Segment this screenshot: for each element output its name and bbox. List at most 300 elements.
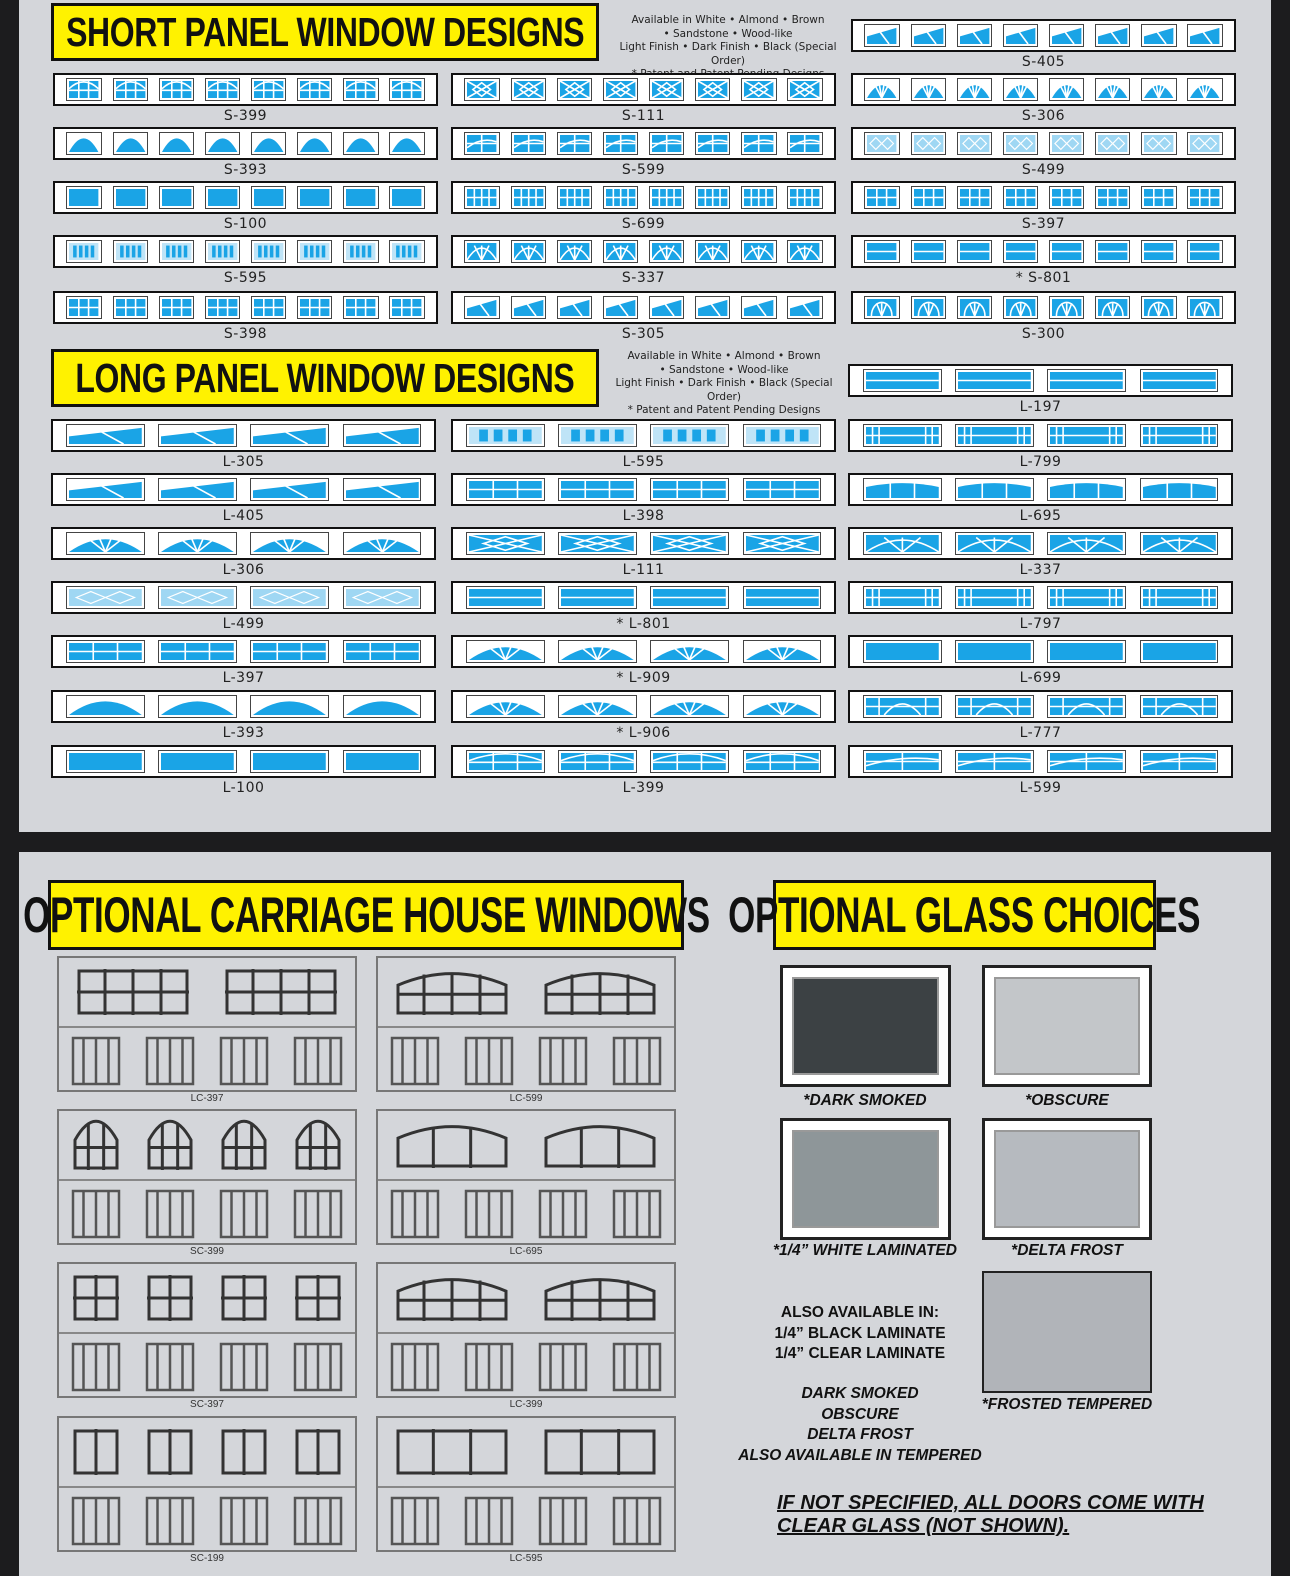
- window-pane: [955, 586, 1034, 609]
- carriage-panel-icon: [390, 1036, 440, 1086]
- top-window-row: [59, 1117, 355, 1173]
- pane-glass-icon: [300, 135, 329, 152]
- window-pane: [1049, 186, 1084, 209]
- window-pane: [1187, 132, 1222, 155]
- pane-glass-icon: [69, 189, 98, 206]
- pane-glass-icon: [161, 698, 234, 715]
- panel-divider: [378, 1332, 674, 1334]
- window-pane: [1141, 24, 1176, 47]
- pane-glass-icon: [208, 299, 237, 316]
- window-pane: [743, 640, 822, 663]
- pane-glass-icon: [162, 243, 191, 260]
- pane-glass-icon: [254, 135, 283, 152]
- window-pane: [113, 186, 148, 209]
- pane-glass-icon: [346, 189, 375, 206]
- pane-glass-icon: [1050, 481, 1123, 498]
- pane-glass-icon: [652, 81, 681, 98]
- design-code-label: L-777: [1019, 725, 1062, 741]
- pane-glass-icon: [866, 427, 939, 444]
- window-pane: [863, 532, 942, 555]
- carriage-panel-icon: [71, 1496, 121, 1546]
- pane-glass-icon: [116, 243, 145, 260]
- pane-glass-icon: [69, 535, 142, 552]
- glass-title: OPTIONAL GLASS CHOICES: [728, 887, 1201, 943]
- carriage-panel-icon: [219, 1189, 269, 1239]
- pane-glass-icon: [69, 589, 142, 606]
- window-pane: [1140, 750, 1219, 773]
- pane-glass-icon: [914, 81, 943, 98]
- design-code-label: S-100: [223, 216, 268, 232]
- pane-glass-icon: [514, 135, 543, 152]
- window-pane: [205, 186, 240, 209]
- pane-glass-icon: [514, 189, 543, 206]
- window-pane: [911, 240, 946, 263]
- window-pane: [1095, 186, 1130, 209]
- pane-glass-icon: [866, 372, 939, 389]
- pane-glass-icon: [1098, 27, 1127, 44]
- window-pane: [1095, 132, 1130, 155]
- pane-glass-icon: [469, 427, 542, 444]
- window-pane: [955, 369, 1034, 392]
- pane-glass-icon: [653, 427, 726, 444]
- window-pane: [1140, 424, 1219, 447]
- pane-glass-icon: [514, 81, 543, 98]
- window-pane: [466, 532, 545, 555]
- design-code-label: L-695: [1019, 508, 1062, 524]
- carriage-code-label: SC-397: [190, 1399, 224, 1410]
- window-pane: [389, 186, 424, 209]
- design-code-label: L-305: [222, 454, 265, 470]
- pane-glass-icon: [161, 753, 234, 770]
- window-pane: [650, 532, 729, 555]
- window-pane: [251, 132, 286, 155]
- window-pane: [1047, 586, 1126, 609]
- pane-glass-icon: [346, 427, 419, 444]
- carriage-window-icon: [147, 1275, 193, 1321]
- carriage-code-label: LC-397: [190, 1093, 224, 1104]
- window-pane: [205, 132, 240, 155]
- pane-glass-icon: [469, 535, 542, 552]
- window-pane: [343, 640, 422, 663]
- pane-glass-icon: [698, 243, 727, 260]
- window-pane: [511, 240, 546, 263]
- carriage-panel-icon: [612, 1189, 662, 1239]
- pane-glass-icon: [162, 135, 191, 152]
- window-pane: [650, 640, 729, 663]
- window-pane: [66, 186, 101, 209]
- window-pane: [557, 132, 592, 155]
- window-strip: [51, 473, 436, 506]
- window-pane: [1003, 24, 1038, 47]
- pane-glass-icon: [69, 698, 142, 715]
- carriage-panel-icon: [145, 1496, 195, 1546]
- window-strip: [851, 19, 1236, 52]
- pane-glass-icon: [560, 299, 589, 316]
- pane-glass-icon: [653, 753, 726, 770]
- window-pane: [159, 186, 194, 209]
- window-pane: [603, 240, 638, 263]
- carriage-code-label: LC-399: [509, 1399, 543, 1410]
- window-pane: [743, 586, 822, 609]
- pane-glass-icon: [161, 535, 234, 552]
- window-strip: [451, 745, 836, 778]
- window-pane: [1047, 750, 1126, 773]
- window-pane: [389, 132, 424, 155]
- design-code-label: S-699: [621, 216, 666, 232]
- pane-glass-icon: [1052, 27, 1081, 44]
- pane-glass-icon: [653, 481, 726, 498]
- footnote-line: IF NOT SPECIFIED, ALL DOORS COME WITH: [777, 1492, 1204, 1514]
- window-strip: [51, 690, 436, 723]
- window-strip: [851, 73, 1236, 106]
- window-pane: [251, 296, 286, 319]
- pane-glass-icon: [1190, 189, 1219, 206]
- pane-glass-icon: [467, 243, 496, 260]
- pane-glass-icon: [1052, 299, 1081, 316]
- pane-glass-icon: [1143, 372, 1216, 389]
- window-pane: [1140, 586, 1219, 609]
- pane-glass-icon: [254, 299, 283, 316]
- design-code-label: L-393: [222, 725, 265, 741]
- availability-line: • Sandstone • Wood-like: [659, 363, 789, 376]
- design-code-label: L-399: [622, 780, 665, 796]
- window-pane: [159, 296, 194, 319]
- carriage-panel-icon: [390, 1189, 440, 1239]
- pane-glass-icon: [744, 81, 773, 98]
- pane-glass-icon: [1006, 299, 1035, 316]
- window-pane: [695, 296, 730, 319]
- pane-glass-icon: [606, 243, 635, 260]
- window-pane: [511, 132, 546, 155]
- window-pane: [158, 532, 237, 555]
- pane-glass-icon: [1144, 81, 1173, 98]
- pane-glass-icon: [346, 753, 419, 770]
- carriage-window-icon: [544, 969, 656, 1015]
- panel-divider: [59, 1332, 355, 1334]
- window-pane: [464, 132, 499, 155]
- pane-glass-icon: [560, 243, 589, 260]
- pane-glass-icon: [746, 753, 819, 770]
- lower-panel-row: [378, 1187, 674, 1241]
- carriage-panel-icon: [145, 1342, 195, 1392]
- pane-glass-icon: [914, 27, 943, 44]
- top-window-row: [59, 1424, 355, 1480]
- design-code-label: L-306: [222, 562, 265, 578]
- carriage-window-icon: [73, 1120, 119, 1170]
- pane-glass-icon: [467, 299, 496, 316]
- availability-line: Light Finish • Dark Finish • Black (Special Order): [615, 377, 833, 403]
- window-pane: [1095, 78, 1130, 101]
- pane-glass-icon: [392, 81, 421, 98]
- carriage-panel-icon: [464, 1189, 514, 1239]
- pane-glass-icon: [69, 427, 142, 444]
- pane-glass-icon: [300, 81, 329, 98]
- pane-glass-icon: [561, 698, 634, 715]
- design-code-label: L-337: [1019, 562, 1062, 578]
- window-strip: [848, 364, 1233, 397]
- carriage-window-icon: [147, 1429, 193, 1475]
- window-pane: [863, 695, 942, 718]
- window-pane: [695, 186, 730, 209]
- design-code-label: S-399: [223, 108, 268, 124]
- window-strip: [53, 181, 438, 214]
- window-pane: [864, 24, 899, 47]
- lower-panel-row: [378, 1340, 674, 1394]
- pane-glass-icon: [561, 643, 634, 660]
- pane-glass-icon: [560, 81, 589, 98]
- window-pane: [466, 424, 545, 447]
- glass-label: *1/4” WHITE LAMINATED: [773, 1242, 957, 1259]
- window-pane: [557, 78, 592, 101]
- window-pane: [741, 132, 776, 155]
- pane-glass-icon: [392, 299, 421, 316]
- pane-glass-icon: [1050, 753, 1123, 770]
- pane-glass-icon: [1050, 643, 1123, 660]
- pane-glass-icon: [653, 589, 726, 606]
- design-code-label: S-599: [621, 162, 666, 178]
- carriage-panel-icon: [293, 1036, 343, 1086]
- pane-glass-icon: [161, 643, 234, 660]
- window-pane: [911, 78, 946, 101]
- note-line: ALSO AVAILABLE IN TEMPERED: [738, 1446, 982, 1464]
- pane-glass-icon: [790, 81, 819, 98]
- glass-sample-obscure: [982, 965, 1152, 1087]
- pane-glass-icon: [1190, 27, 1219, 44]
- window-strip: [848, 690, 1233, 723]
- pane-glass-icon: [960, 299, 989, 316]
- window-strip: [848, 745, 1233, 778]
- window-pane: [297, 186, 332, 209]
- lower-panel-row: [59, 1034, 355, 1088]
- window-pane: [1187, 24, 1222, 47]
- window-pane: [250, 478, 329, 501]
- pane-glass-icon: [116, 189, 145, 206]
- pane-glass-icon: [469, 589, 542, 606]
- window-pane: [603, 186, 638, 209]
- pane-glass-icon: [346, 135, 375, 152]
- pane-glass-icon: [69, 753, 142, 770]
- window-pane: [113, 78, 148, 101]
- carriage-panel-icon: [71, 1342, 121, 1392]
- pane-glass-icon: [254, 81, 283, 98]
- carriage-panel-icon: [145, 1036, 195, 1086]
- pane-glass-icon: [469, 698, 542, 715]
- carriage-window-icon: [396, 1429, 508, 1475]
- window-pane: [957, 240, 992, 263]
- window-pane: [343, 478, 422, 501]
- window-strip: [851, 235, 1236, 268]
- window-strip: [51, 581, 436, 614]
- window-pane: [863, 478, 942, 501]
- clear-glass-footnote: [777, 1492, 1204, 1538]
- pane-glass-icon: [208, 189, 237, 206]
- carriage-door-section: [57, 1262, 357, 1398]
- window-pane: [464, 296, 499, 319]
- window-strip: [53, 73, 438, 106]
- window-pane: [650, 478, 729, 501]
- pane-glass-icon: [253, 589, 326, 606]
- pane-glass-icon: [1098, 189, 1127, 206]
- window-pane: [1095, 296, 1130, 319]
- window-pane: [343, 695, 422, 718]
- pane-glass-icon: [253, 481, 326, 498]
- window-strip: [848, 635, 1233, 668]
- carriage-panel-icon: [538, 1342, 588, 1392]
- pane-glass-icon: [116, 81, 145, 98]
- window-pane: [603, 78, 638, 101]
- pane-glass-icon: [208, 243, 237, 260]
- lower-panel-row: [378, 1034, 674, 1088]
- design-code-label: S-398: [223, 326, 268, 342]
- pane-glass-icon: [1143, 753, 1216, 770]
- window-pane: [1049, 296, 1084, 319]
- pane-glass-icon: [161, 481, 234, 498]
- carriage-door-section: [57, 956, 357, 1092]
- pane-glass-icon: [1050, 427, 1123, 444]
- carriage-window-icon: [221, 1429, 267, 1475]
- pane-glass-icon: [254, 243, 283, 260]
- window-pane: [1141, 240, 1176, 263]
- window-strip: [851, 181, 1236, 214]
- design-code-label: L-397: [222, 670, 265, 686]
- pane-glass-icon: [652, 135, 681, 152]
- pane-glass-icon: [653, 535, 726, 552]
- pane-glass-icon: [162, 189, 191, 206]
- window-pane: [343, 750, 422, 773]
- panel-divider: [59, 1026, 355, 1028]
- pane-glass-icon: [958, 535, 1031, 552]
- design-code-label: * L-801: [616, 616, 671, 632]
- pane-glass-icon: [392, 135, 421, 152]
- carriage-window-icon: [147, 1120, 193, 1170]
- pane-glass-icon: [1098, 81, 1127, 98]
- design-code-label: * S-801: [1015, 270, 1072, 286]
- window-pane: [864, 78, 899, 101]
- window-pane: [158, 640, 237, 663]
- pane-glass-icon: [469, 753, 542, 770]
- pane-glass-icon: [392, 189, 421, 206]
- availability-line: Light Finish • Dark Finish • Black (Special Order): [619, 41, 837, 67]
- pane-glass-icon: [698, 135, 727, 152]
- glass-label: *FROSTED TEMPERED: [981, 1396, 1153, 1413]
- window-pane: [955, 640, 1034, 663]
- design-code-label: S-111: [621, 108, 666, 124]
- pane-glass-icon: [914, 189, 943, 206]
- window-pane: [558, 586, 637, 609]
- window-pane: [66, 132, 101, 155]
- pane-glass-icon: [300, 243, 329, 260]
- pane-glass-icon: [1050, 535, 1123, 552]
- pane-glass-icon: [958, 427, 1031, 444]
- window-pane: [1187, 296, 1222, 319]
- window-pane: [113, 240, 148, 263]
- pane-glass-icon: [958, 589, 1031, 606]
- window-pane: [158, 586, 237, 609]
- window-pane: [558, 424, 637, 447]
- pane-glass-icon: [1144, 135, 1173, 152]
- window-pane: [464, 240, 499, 263]
- pane-glass-icon: [1143, 535, 1216, 552]
- window-pane: [957, 186, 992, 209]
- pane-glass-icon: [69, 299, 98, 316]
- window-pane: [1047, 478, 1126, 501]
- lower-panel-row: [59, 1340, 355, 1394]
- glass-label: *DELTA FROST: [1011, 1242, 1123, 1259]
- glass-label: *OBSCURE: [1025, 1092, 1109, 1109]
- carriage-panel-icon: [464, 1342, 514, 1392]
- window-pane: [466, 750, 545, 773]
- pane-glass-icon: [253, 753, 326, 770]
- window-pane: [1095, 240, 1130, 263]
- window-pane: [649, 240, 684, 263]
- window-pane: [1049, 132, 1084, 155]
- window-pane: [250, 532, 329, 555]
- window-pane: [466, 640, 545, 663]
- pane-glass-icon: [561, 753, 634, 770]
- design-code-label: * L-909: [616, 670, 671, 686]
- panel-divider: [59, 1179, 355, 1181]
- long-panel-title-banner: [51, 349, 599, 407]
- window-pane: [1141, 296, 1176, 319]
- design-code-label: S-393: [223, 162, 268, 178]
- window-pane: [66, 424, 145, 447]
- window-pane: [558, 640, 637, 663]
- lower-panel-row: [59, 1187, 355, 1241]
- carriage-door-section: [376, 1262, 676, 1398]
- top-window-row: [378, 1117, 674, 1173]
- carriage-code-label: SC-199: [190, 1553, 224, 1564]
- pane-glass-icon: [790, 189, 819, 206]
- carriage-panel-icon: [293, 1189, 343, 1239]
- pane-glass-icon: [346, 481, 419, 498]
- glass-swatch: [994, 1130, 1140, 1228]
- pane-glass-icon: [1050, 589, 1123, 606]
- pane-glass-icon: [346, 81, 375, 98]
- pane-glass-icon: [1052, 135, 1081, 152]
- design-code-label: L-100: [222, 780, 265, 796]
- pane-glass-icon: [467, 189, 496, 206]
- pane-glass-icon: [560, 135, 589, 152]
- pane-glass-icon: [653, 643, 726, 660]
- pane-glass-icon: [1052, 81, 1081, 98]
- design-code-label: L-699: [1019, 670, 1062, 686]
- window-pane: [66, 478, 145, 501]
- window-pane: [955, 532, 1034, 555]
- pane-glass-icon: [960, 27, 989, 44]
- pane-glass-icon: [958, 753, 1031, 770]
- window-pane: [695, 240, 730, 263]
- carriage-panel-icon: [71, 1189, 121, 1239]
- window-pane: [957, 78, 992, 101]
- pane-glass-icon: [914, 299, 943, 316]
- pane-glass-icon: [698, 81, 727, 98]
- window-pane: [205, 240, 240, 263]
- window-pane: [66, 78, 101, 101]
- window-pane: [113, 132, 148, 155]
- pane-glass-icon: [1144, 299, 1173, 316]
- design-code-label: L-599: [1019, 780, 1062, 796]
- pane-glass-icon: [866, 698, 939, 715]
- top-window-row: [378, 1424, 674, 1480]
- carriage-panel-icon: [390, 1342, 440, 1392]
- window-strip: [53, 235, 438, 268]
- pane-glass-icon: [467, 81, 496, 98]
- window-pane: [650, 424, 729, 447]
- window-pane: [66, 640, 145, 663]
- glass-sample-white-laminated: [780, 1118, 951, 1240]
- window-pane: [957, 24, 992, 47]
- window-pane: [466, 586, 545, 609]
